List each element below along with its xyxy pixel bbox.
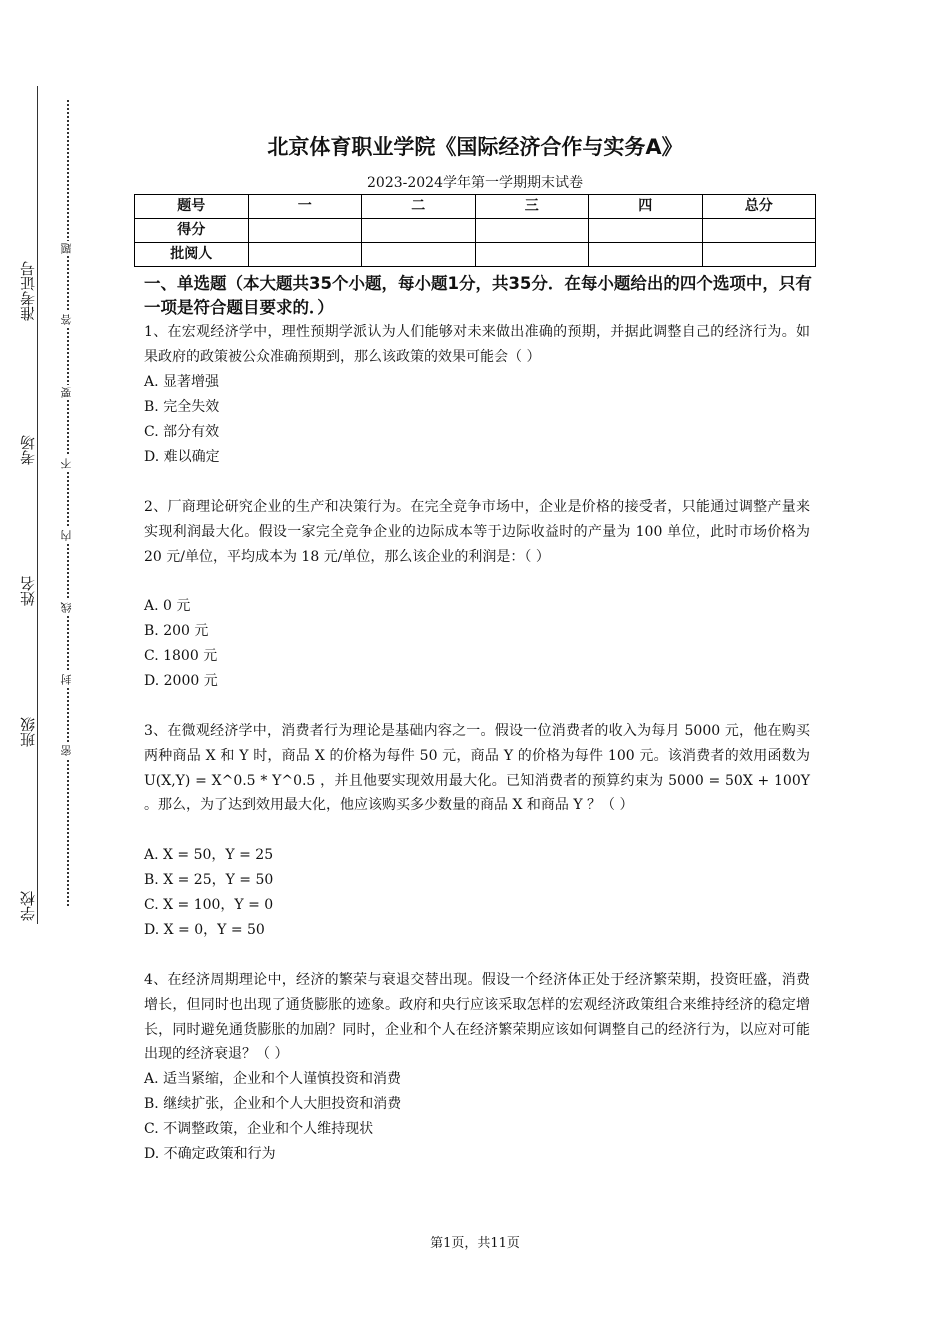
seal-word: 要 (60, 387, 73, 398)
question-3-stem: 3、在微观经济学中，消费者行为理论是基础内容之一。假设一位消费者的收入为每月 5000 元，他在购买两种商品 X 和 Y 时，商品 X 的价格为每件 50 元，商品 Y 的价格为每件 100 元。该消费者的效用函数为 U(X,Y) = X^0.5 * Y^0.5 ，并且他要实现效用最大化。已知消费者的预算约束为 5000 = 50X + 100Y 。那么，为了达到效用最大化，他应该购买多少数量的商品 X 和商品 Y ？（ ） (144, 723, 810, 814)
score-cell (589, 219, 703, 243)
grader-cell (475, 243, 589, 267)
grader-cell (248, 243, 362, 267)
question-2-option-c: C. 1800 元 (144, 648, 218, 664)
question-1-stem: 1、在宏观经济学中，理性预期学派认为人们能够对未来做出准确的预期，并据此调整自己的经济行为。如果政府的政策被公众准确预期到，那么该政策的效果可能会（ ） (144, 324, 810, 365)
question-2-stem: 2、厂商理论研究企业的生产和决策行为。在完全竞争市场中，企业是价格的接受者，只能通过调整产量来实现利润最大化。假设一家完全竞争企业的边际成本等于边际收益时的产量为 100 单位，此时市场价格为 20 元/单位，平均成本为 18 元/单位，那么该企业的利润是：（ ） (144, 499, 810, 565)
score-table-header-cell: 一 (248, 195, 362, 219)
score-table-header-cell: 总分 (702, 195, 816, 219)
grader-row-label: 批阅人 (135, 243, 249, 267)
score-cell (248, 219, 362, 243)
question-3-option-b: B. X = 25，Y = 50 (144, 872, 274, 888)
question-4-option-d: D. 不确定政策和行为 (144, 1146, 276, 1162)
seal-word: 密 (60, 745, 73, 756)
score-table-row (135, 219, 816, 243)
class-label: 班级 (20, 714, 36, 750)
question-4-stem: 4、在经济周期理论中，经济的繁荣与衰退交替出现。假设一个经济体正处于经济繁荣期，投资旺盛，消费增长，但同时也出现了通货膨胀的迹象。政府和央行应该采取怎样的宏观经济政策组合来维持经济的稳定增长，同时避免通货膨胀的加剧？同时，企业和个人在经济繁荣期应该如何调整自己的经济行为，以应对可能出现的经济衰退？（ ） (144, 972, 810, 1063)
question-2-option-a: A. 0 元 (144, 598, 191, 614)
question-3-option-c: C. X = 100，Y = 0 (144, 897, 274, 913)
exam-room-label: 考场 (20, 432, 36, 468)
seal-word: 线 (60, 602, 73, 613)
question-1-option-d: D. 难以确定 (144, 449, 220, 465)
score-table (134, 194, 816, 267)
question-3-option-a: A. X = 50，Y = 25 (144, 847, 274, 863)
score-table-header-row (135, 195, 816, 219)
question-2-option-d: D. 2000 元 (144, 673, 218, 689)
page-number: 第1页，共11页 (430, 1236, 520, 1251)
score-table-header-cell: 二 (362, 195, 476, 219)
seal-dotted-line (67, 100, 69, 906)
score-row-label: 得分 (135, 219, 249, 243)
score-cell (362, 219, 476, 243)
school-label: 学校 (20, 888, 36, 924)
seal-word: 答 (60, 314, 73, 325)
exam-subtitle: 2023-2024学年第一学期期末试卷 (367, 175, 583, 191)
score-table-header-cell: 题号 (135, 195, 249, 219)
grader-cell (362, 243, 476, 267)
score-table-header-cell: 四 (589, 195, 703, 219)
score-cell (475, 219, 589, 243)
seal-word: 题 (60, 243, 73, 254)
grader-cell (702, 243, 816, 267)
seal-word: 封 (60, 674, 73, 685)
name-label: 姓名 (20, 573, 36, 609)
score-cell (702, 219, 816, 243)
question-1-option-c: C. 部分有效 (144, 424, 220, 440)
grader-cell (589, 243, 703, 267)
question-4-option-b: B. 继续扩张，企业和个人大胆投资和消费 (144, 1096, 402, 1112)
question-3-option-d: D. X = 0，Y = 50 (144, 922, 265, 938)
question-1-option-a: A. 显著增强 (144, 374, 220, 390)
score-table-header-cell: 三 (475, 195, 589, 219)
seal-word: 内 (60, 530, 73, 541)
binding-line (37, 86, 38, 924)
question-2-option-b: B. 200 元 (144, 623, 209, 639)
exam-title: 北京体育职业学院《国际经济合作与实务A》 (267, 135, 683, 159)
question-4-option-a: A. 适当紧缩，企业和个人谨慎投资和消费 (144, 1071, 402, 1087)
score-table-row (135, 243, 816, 267)
question-4-option-c: C. 不调整政策，企业和个人维持现状 (144, 1121, 374, 1137)
question-1-option-b: B. 完全失效 (144, 399, 220, 415)
section-heading: 一、单选题（本大题共35个小题，每小题1分，共35分．在每小题给出的四个选项中，只有一项是符合题目要求的．） (144, 274, 812, 317)
seal-word: 不 (60, 458, 73, 469)
exam-number-label: 准考证号 (20, 258, 36, 324)
